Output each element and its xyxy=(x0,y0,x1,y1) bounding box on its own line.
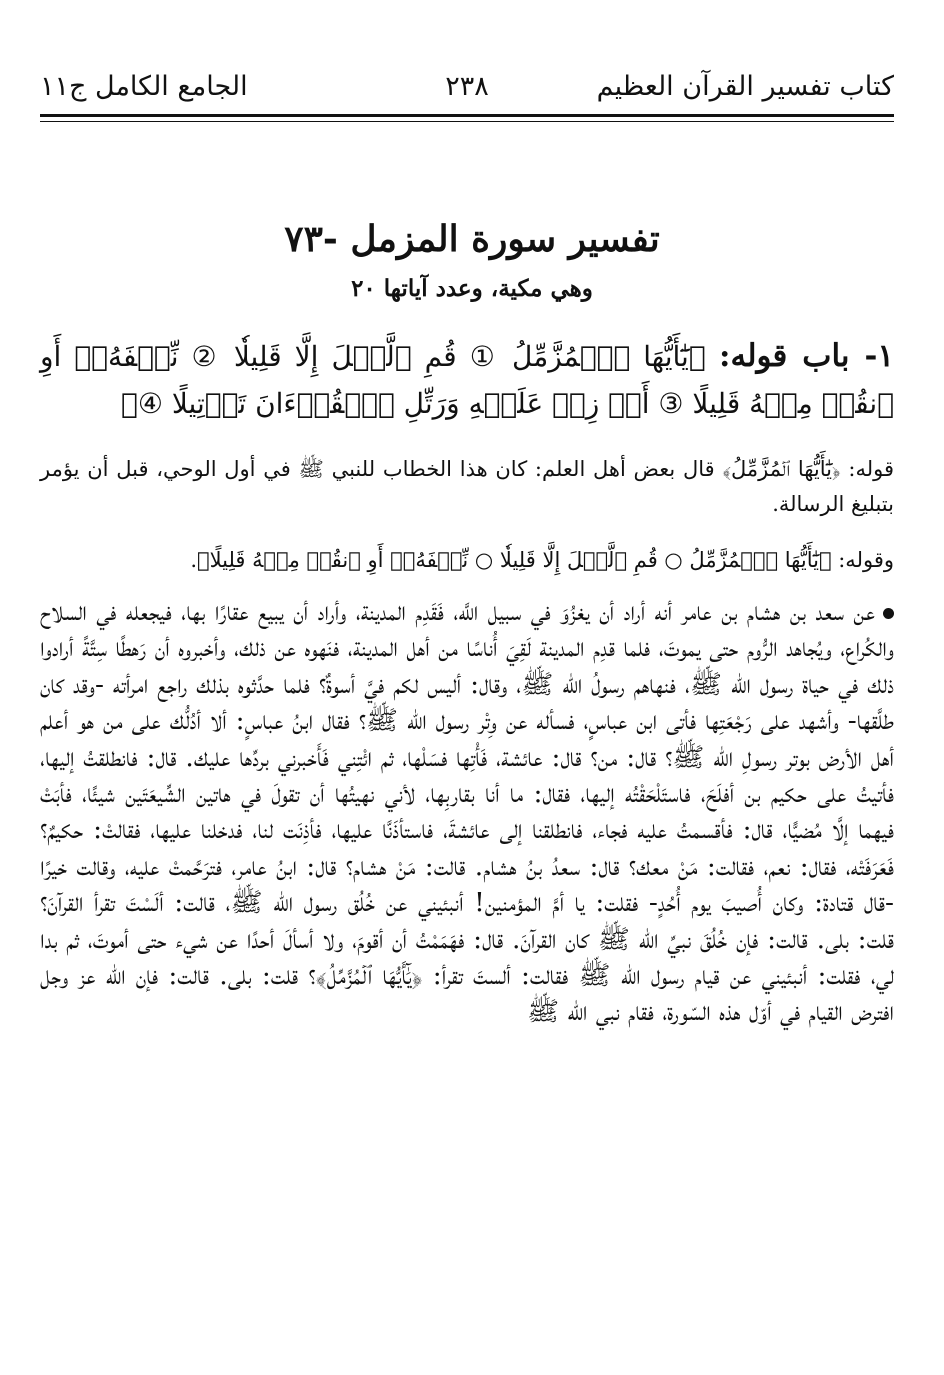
chapter-title: تفسير سورة المزمل -٧٣ xyxy=(284,218,660,260)
hadith-text: عن سعد بن هشام بن عامر أنه أراد أن يغزُوَ في سبيل اللَّه، فَقَدِم المدينة، وأراد أن يبيع عقارًا بها، فيجعله في السلاح والكُراع، ويُجاهد الرُّوم حتى يموتَ، فلما قدِم المدينة لَقِيَ أُناسًا من أهل المدينة، فنَهوه عن ذلك، وأخبروه أن رَهطًا سِتَّةً أرادوا ذلك في حياة رسول الله ﷺ، فنهاهم رسولُ الله ﷺ، وقال: أليس لكم فيَّ أسوةٌ؟ فلما حدَّثوه بذلك راجع امرأته -وقد كان طلَّقها- وأشهد على رَجْعَتِها فأتى ابن عباسٍ، فسأله عن وِتْر رسول الله ﷺ؟ فقال ابنُ عباسٍ: ألا أدُلُّك على من هو أعلم أهل الأرض بوتر رسولِ الله ﷺ؟ قال: من؟ قال: عائشة، فَأْتِها فسَلْها، ثم ائْتِني فَأَخبرني بردِّها عليك. قال: فانطلقتُ إليها، فأتيتُ على حكيم بن أفلَحَ، فاستَلْحَقْتُه إليها، فقال: ما أنا بقاربِها، لأني نهيتُها أن تقولَ في هاتين الشِّيعَتَين شيئًا، فأبَتْ فيهما إلَّا مُضيًّا، قال: فأقسمتُ عليه فجاء، فانطلقنا إلى عائشةَ، فاستأذَنَّا عليها، فأذِنَت لنا، فدخلنا عليها، فقالتْ: حكيمٌ؟ فَعَرَفَتْه، فقال: نعم، فقالت: مَنْ معك؟ قال: سعدُ بنُ هشام. قالت: مَنْ هشام؟ قال: ابنُ عامر، فترَحَّمتْ عليه، وقالت خيرًا -قال قتادة: وكان أُصيبَ يوم أُحُدٍ- فقلت: يا أمَّ المؤمنين! أنبئيني عن خُلُق رسول الله ﷺ، قالت: ألَسْتَ تقرأ القرآنَ؟ قلت: بلى. قالت: فإن خُلُقَ نبيِّ الله ﷺ كان القرآنَ. قال: فهَمَمْتُ أن أقومَ، ولا أسألَ أحدًا عن شيء حتى أموتَ، ثم بدا لي، فقلت: أنبئيني عن قيام رسول الله ﷺ فقالت: ألستَ تقرأ: ﴿يَٰٓأَيُّهَا ٱلۡمُزَّمِّلُ﴾؟ قلت: بلى. قالت: فإن الله عز وجل افترض القيام في أوّل هذه السّورة، فقام نبي الله ﷺ xyxy=(40,596,894,1028)
header-book-title: كتاب تفسير القرآن العظيم xyxy=(596,70,894,102)
header-rule-thin xyxy=(40,121,894,122)
bullet-icon xyxy=(883,608,894,619)
chapter-subtitle: وهي مكية، وعدد آياتها ٢٠ xyxy=(351,275,593,302)
bab-label: ١- باب قوله: xyxy=(719,338,894,374)
quran-verse: ﴿يَٰٓأَيُّهَا ٱلۡمُزَّمِّلُ ① قُمِ ٱلَّيۡلَ إِلَّا قَلِيلٗا ② نِّصۡفَهُۥٓ أَوِ ٱنقُصۡ مِنۡهُ قَلِيلًا ③ أَوۡ زِدۡ عَلَيۡهِ وَرَتِّلِ ٱلۡقُرۡءَانَ تَرۡتِيلًا ④﴾ xyxy=(40,340,894,420)
commentary-note: قوله: ﴿يَٰٓأَيُّهَا ٱلۡمُزَّمِّلُ﴾ قال بعض أهل العلم: كان هذا الخطاب للنبي ﷺ في أول الوحي، قبل أن يؤمر بتبليغ الرسالة. xyxy=(40,457,894,516)
hadith-body xyxy=(40,594,894,1031)
page-number: ٢٣٨ xyxy=(445,70,489,102)
commentary-note-verse: وقوله: ﴿يَٰٓأَيُّهَا ٱلۡمُزَّمِّلُ ○ قُمِ ٱلَّيۡلَ إِلَّا قَلِيلٗا ○ نِّصۡفَهُۥٓ أَوِ ٱنقُصۡ مِنۡهُ قَلِيلًا﴾. xyxy=(190,548,894,572)
running-header xyxy=(40,60,894,112)
hadith-paragraph xyxy=(40,594,894,1031)
header-volume-title: الجامع الكامل ج١١ xyxy=(40,70,248,102)
header-rule-thick xyxy=(40,114,894,117)
bab-heading xyxy=(40,333,894,427)
